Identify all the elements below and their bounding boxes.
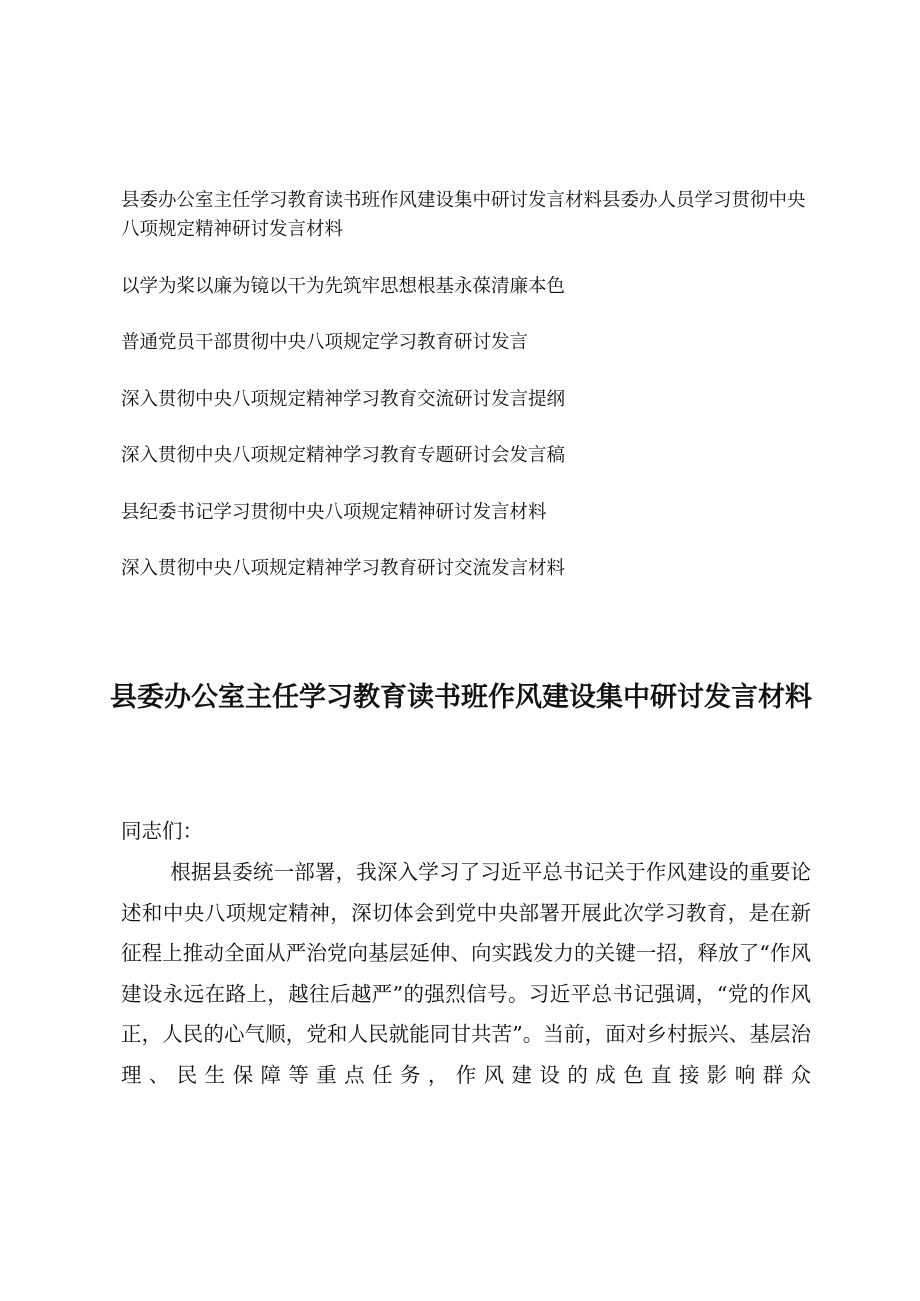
- salutation: 同志们：: [121, 819, 203, 843]
- body-paragraph: 根据县委统一部署，我深入学习了习近平总书记关于作风建设的重要论述和中央八项规定精神，深切体会到党中央部署开展此次学习教育，是在新征程上推动全面从严治党向基层延伸、向实践发力的关键一招，释放了“作风建设永远在路上，越往后越严”的强烈信号。习近平总书记强调，“党的作风正，人民的心气顺，党和人民就能同甘共苦”。当前，面对乡村振兴、基层治理、民生保障等重点任务，作风建设的成色直接影响群众: [121, 860, 811, 1087]
- toc-item: 深入贯彻中央八项规定精神学习教育专题研讨会发言稿: [121, 445, 566, 466]
- table-of-contents: [121, 186, 821, 583]
- toc-item: 以学为桨以廉为镜以干为先筑牢思想根基永葆清廉本色: [121, 275, 566, 297]
- toc-item: 县委办公室主任学习教育读书班作风建设集中研讨发言材料县委办人员学习贯彻中央八项规定精神研讨发言材料: [121, 190, 806, 240]
- article-title: 县委办公室主任学习教育读书班作风建设集中研讨发言材料: [110, 682, 812, 713]
- toc-item: 深入贯彻中央八项规定精神学习教育研讨交流发言材料: [121, 558, 566, 579]
- toc-item: 深入贯彻中央八项规定精神学习教育交流研讨发言提纲: [121, 388, 566, 410]
- toc-item: 普通党员干部贯彻中央八项规定学习教育研讨发言: [121, 332, 529, 353]
- toc-item: 县纪委书记学习贯彻中央八项规定精神研讨发言材料: [121, 501, 547, 523]
